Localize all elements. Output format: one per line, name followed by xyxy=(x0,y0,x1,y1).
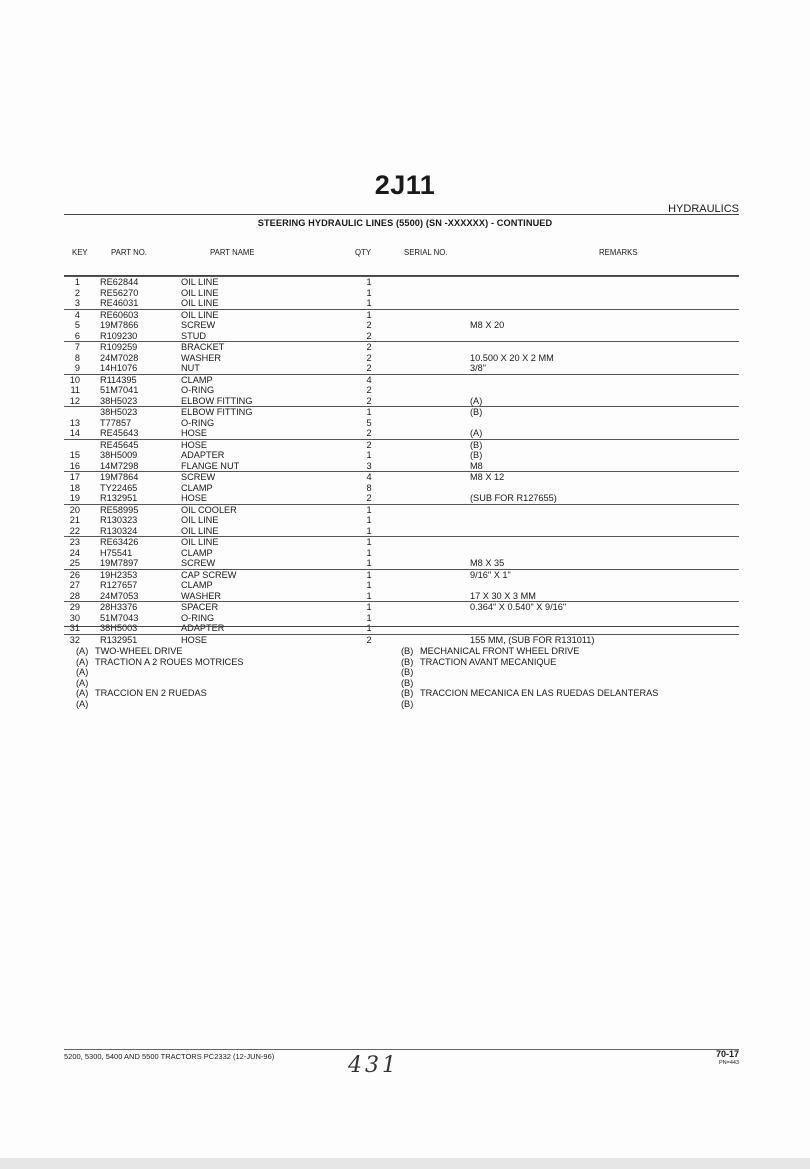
part-name-cell: WASHER xyxy=(181,590,221,601)
part-number-cell: 38H5003 xyxy=(100,623,138,633)
table-row xyxy=(64,591,739,602)
footnote-text: TRACTION AVANT MECANIQUE xyxy=(420,656,557,667)
remarks-cell: 155 MM, (SUB FOR R131011) xyxy=(470,634,595,645)
key-cell: 24 xyxy=(69,547,80,558)
qty-cell: 2 xyxy=(366,385,372,395)
key-cell: 14 xyxy=(69,428,80,438)
key-cell: 16 xyxy=(69,460,80,471)
footnote xyxy=(401,688,658,699)
part-name-cell: ADAPTER xyxy=(181,450,225,460)
top-rule xyxy=(64,214,739,215)
part-number-cell: TY22465 xyxy=(100,482,138,493)
footnote-text: TRACCION EN 2 RUEDAS xyxy=(95,688,207,699)
header-remarks: REMARKS xyxy=(599,248,638,257)
footnote xyxy=(401,678,658,689)
part-name-cell: OIL LINE xyxy=(181,277,219,287)
key-cell: 22 xyxy=(69,525,80,536)
key-cell: 13 xyxy=(69,417,80,428)
qty-cell: 4 xyxy=(366,374,372,385)
footnote-label: (B) xyxy=(401,677,414,688)
table-row xyxy=(64,623,739,634)
key-cell: 28 xyxy=(69,590,80,601)
part-number-cell: R109259 xyxy=(100,342,138,352)
footnote-label: (A) xyxy=(76,688,89,699)
footnote-label: (B) xyxy=(401,698,414,709)
table-row xyxy=(64,471,739,483)
key-cell: 6 xyxy=(74,330,80,341)
key-cell: 10 xyxy=(69,374,80,385)
part-name-cell: ELBOW FITTING xyxy=(181,395,253,406)
table-row xyxy=(64,374,739,386)
header-qty: QTY xyxy=(355,248,372,257)
part-number-cell: 14H1076 xyxy=(100,363,138,373)
part-name-cell: O-RING xyxy=(181,612,215,623)
qty-cell: 8 xyxy=(366,482,372,493)
footnote xyxy=(76,657,244,668)
key-cell: 17 xyxy=(69,472,80,482)
part-name-cell: CLAMP xyxy=(181,547,213,558)
part-name-cell: OIL LINE xyxy=(181,525,219,536)
publication-info: 5200, 5300, 5400 AND 5500 TRACTORS PC2332 (12-JUN-96) xyxy=(64,1052,275,1061)
table-row xyxy=(64,396,739,407)
part-name-cell: O-RING xyxy=(181,417,215,428)
part-name-cell: CLAMP xyxy=(181,374,213,385)
key-cell: 30 xyxy=(69,612,80,623)
table-row xyxy=(64,483,739,494)
table-row xyxy=(64,548,739,559)
part-name-cell: ELBOW FITTING xyxy=(181,407,253,417)
qty-cell: 1 xyxy=(366,623,372,633)
footnote xyxy=(401,657,658,668)
qty-cell: 1 xyxy=(366,504,372,515)
qty-cell: 2 xyxy=(366,395,372,406)
footnote-text: TRACCION MECANICA EN LAS RUEDAS DELANTERAS xyxy=(420,688,659,699)
part-name-cell: OIL LINE xyxy=(181,515,219,525)
remarks-cell: 10.500 X 20 X 2 MM xyxy=(470,352,554,363)
key-cell: 29 xyxy=(69,602,80,612)
footnote-text: MECHANICAL FRONT WHEEL DRIVE xyxy=(420,646,580,656)
remarks-cell: M8 X 20 xyxy=(470,320,505,330)
part-number-cell: 24M7053 xyxy=(100,590,139,601)
footnote xyxy=(76,667,244,678)
table-row xyxy=(64,613,739,624)
table-row xyxy=(64,428,739,439)
part-number-cell: 28H3376 xyxy=(100,602,138,612)
table-end-rule xyxy=(64,626,739,627)
qty-cell: 3 xyxy=(366,460,372,471)
qty-cell: 1 xyxy=(366,590,372,601)
part-name-cell: SCREW xyxy=(181,320,216,330)
footnote-label: (A) xyxy=(76,646,89,656)
footnote-label: (B) xyxy=(401,646,414,656)
part-number-cell: 19H2353 xyxy=(100,569,138,580)
table-row xyxy=(64,526,739,537)
footnote-label: (A) xyxy=(76,677,89,688)
part-number-cell: T77857 xyxy=(100,417,132,428)
qty-cell: 1 xyxy=(366,298,372,308)
part-name-cell: STUD xyxy=(181,330,207,341)
footnote xyxy=(401,646,658,657)
qty-cell: 1 xyxy=(366,525,372,536)
qty-cell: 4 xyxy=(366,472,372,482)
part-name-cell: CLAMP xyxy=(181,580,213,590)
key-cell: 3 xyxy=(74,298,80,308)
qty-cell: 1 xyxy=(366,558,372,568)
part-name-cell: HOSE xyxy=(181,634,208,645)
qty-cell: 1 xyxy=(366,547,372,558)
part-name-cell: CAP SCREW xyxy=(181,569,237,580)
parts-table xyxy=(64,276,739,645)
table-row xyxy=(64,418,739,429)
part-number-cell: R130323 xyxy=(100,515,138,525)
footnote xyxy=(76,688,244,699)
part-number-cell: RE60603 xyxy=(100,309,139,320)
table-row xyxy=(64,493,739,504)
key-cell: 5 xyxy=(74,320,80,330)
qty-cell: 5 xyxy=(366,417,372,428)
header-part-no: PART NO. xyxy=(111,248,147,257)
table-row xyxy=(64,634,739,646)
qty-cell: 2 xyxy=(366,363,372,373)
table-row xyxy=(64,439,739,451)
part-name-cell: HOSE xyxy=(181,428,208,438)
remarks-cell: 3/8" xyxy=(470,363,487,373)
qty-cell: 1 xyxy=(366,602,372,612)
remarks-cell: 17 X 30 X 3 MM xyxy=(470,590,536,601)
part-number-cell: RE58995 xyxy=(100,504,139,515)
table-row xyxy=(64,450,739,461)
qty-cell: 2 xyxy=(366,428,372,438)
part-name-cell: FLANGE NUT xyxy=(181,460,240,471)
qty-cell: 1 xyxy=(366,515,372,525)
table-row xyxy=(64,309,739,321)
qty-cell: 1 xyxy=(366,277,372,287)
part-name-cell: CLAMP xyxy=(181,482,213,493)
qty-cell: 1 xyxy=(366,407,372,417)
table-row xyxy=(64,406,739,418)
part-number-cell: 38H5009 xyxy=(100,450,138,460)
header-key: KEY xyxy=(72,248,88,257)
part-number-cell: R127657 xyxy=(100,580,138,590)
part-number-cell: 38H5023 xyxy=(100,395,138,406)
part-name-cell: BRACKET xyxy=(181,342,225,352)
part-number-cell: RE56270 xyxy=(100,287,139,298)
qty-cell: 2 xyxy=(366,439,372,450)
footnote-text: TRACTION A 2 ROUES MOTRICES xyxy=(95,656,244,667)
part-name-cell: OIL LINE xyxy=(181,309,219,320)
part-number-cell: R130324 xyxy=(100,525,138,536)
part-name-cell: SCREW xyxy=(181,472,216,482)
table-row xyxy=(64,353,739,364)
part-number-cell: H75541 xyxy=(100,547,133,558)
table-row xyxy=(64,536,739,548)
key-cell: 8 xyxy=(74,352,80,363)
header-serial-no: SERIAL NO. xyxy=(404,248,448,257)
footnote xyxy=(401,699,658,710)
table-row xyxy=(64,298,739,309)
key-cell: 18 xyxy=(69,482,80,493)
footnote-label: (B) xyxy=(401,667,414,678)
part-number-cell: R114395 xyxy=(100,374,137,385)
remarks-cell: 0.364" X 0.540" X 9/16" xyxy=(470,602,567,612)
key-cell: 2 xyxy=(74,287,80,298)
remarks-cell: (A) xyxy=(470,428,483,438)
qty-cell: 2 xyxy=(366,493,372,503)
table-row xyxy=(64,601,739,613)
part-name-cell: HOSE xyxy=(181,439,208,450)
part-number-cell: 51M7041 xyxy=(100,385,139,395)
key-cell: 1 xyxy=(74,277,80,287)
key-cell: 20 xyxy=(69,504,80,515)
footnote xyxy=(76,646,244,657)
key-cell: 25 xyxy=(69,558,80,568)
key-cell: 31 xyxy=(69,623,80,633)
part-number-cell: 19M7866 xyxy=(100,320,139,330)
footnote-label: (A) xyxy=(76,667,89,678)
qty-cell: 1 xyxy=(366,450,372,460)
part-number-cell: R132951 xyxy=(100,493,138,503)
qty-cell: 1 xyxy=(366,309,372,320)
footnote-label: (A) xyxy=(76,698,89,709)
key-cell: 21 xyxy=(69,515,80,525)
part-number-cell: RE62844 xyxy=(100,277,139,287)
handwritten-page-number: 431 xyxy=(348,1053,399,1078)
part-name-cell: NUT xyxy=(181,363,200,373)
key-cell: 15 xyxy=(69,450,80,460)
qty-cell: 2 xyxy=(366,320,372,330)
part-number-cell: R109230 xyxy=(100,330,138,341)
footnote-label: (B) xyxy=(401,688,414,699)
part-name-cell: OIL LINE xyxy=(181,298,219,308)
remarks-cell: (A) xyxy=(470,395,483,406)
key-cell: 23 xyxy=(69,537,80,547)
qty-cell: 1 xyxy=(366,580,372,590)
part-number-cell: 19M7897 xyxy=(100,558,139,568)
part-number-cell: 51M7043 xyxy=(100,612,139,623)
part-number-cell: 14M7298 xyxy=(100,460,139,471)
qty-cell: 1 xyxy=(366,569,372,580)
part-number-cell: 19M7864 xyxy=(100,472,139,482)
table-row xyxy=(64,320,739,331)
pn-number: PN=443 xyxy=(718,1060,739,1066)
remarks-cell: 9/16" X 1" xyxy=(470,569,511,580)
qty-cell: 1 xyxy=(366,612,372,623)
part-number-cell: RE45643 xyxy=(100,428,139,438)
key-cell: 19 xyxy=(69,493,80,503)
footnote-label: (B) xyxy=(401,656,414,667)
table-row xyxy=(64,363,739,374)
part-number-cell: R132951 xyxy=(100,634,138,645)
key-cell: 4 xyxy=(74,309,80,320)
footnote-label: (A) xyxy=(76,656,89,667)
remarks-cell: (B) xyxy=(470,439,483,450)
page-number: 70-17 xyxy=(715,1049,739,1059)
key-cell: 26 xyxy=(69,569,80,580)
page-code: 2J11 xyxy=(374,170,436,200)
key-cell: 12 xyxy=(69,395,80,406)
remarks-cell: M8 X 12 xyxy=(470,472,505,482)
table-row xyxy=(64,461,739,472)
section-title: HYDRAULICS xyxy=(668,203,739,215)
qty-cell: 2 xyxy=(366,342,372,352)
header-part-name: PART NAME xyxy=(210,248,255,257)
remarks-cell: (B) xyxy=(470,450,483,460)
footnote-text: TWO-WHEEL DRIVE xyxy=(95,646,183,656)
footnotes-left xyxy=(76,646,244,710)
table-row xyxy=(64,331,739,342)
part-name-cell: O-RING xyxy=(181,385,215,395)
key-cell: 11 xyxy=(70,385,80,395)
table-row xyxy=(64,385,739,396)
part-number-cell: 24M7028 xyxy=(100,352,139,363)
key-cell: 9 xyxy=(74,363,80,373)
qty-cell: 1 xyxy=(366,537,372,547)
part-name-cell: HOSE xyxy=(181,493,208,503)
part-number-cell: 38H5023 xyxy=(100,407,138,417)
part-name-cell: SCREW xyxy=(181,558,216,568)
part-number-cell: RE46031 xyxy=(100,298,139,308)
table-row xyxy=(64,515,739,526)
footnotes-right xyxy=(401,646,658,710)
qty-cell: 1 xyxy=(366,287,372,298)
qty-cell: 2 xyxy=(366,352,372,363)
remarks-cell: M8 xyxy=(470,460,483,471)
qty-cell: 2 xyxy=(366,330,372,341)
footnote xyxy=(76,678,244,689)
key-cell: 7 xyxy=(74,342,80,352)
footer-rule xyxy=(64,1049,739,1050)
qty-cell: 2 xyxy=(366,634,372,645)
table-row xyxy=(64,276,739,288)
part-number-cell: RE45645 xyxy=(100,439,139,450)
key-cell: 32 xyxy=(69,634,80,645)
part-name-cell: ADAPTER xyxy=(181,623,225,633)
part-name-cell: SPACER xyxy=(181,602,219,612)
part-name-cell: WASHER xyxy=(181,352,221,363)
remarks-cell: (B) xyxy=(470,407,483,417)
footnote xyxy=(401,667,658,678)
remarks-cell: M8 X 35 xyxy=(470,558,505,568)
key-cell: 27 xyxy=(69,580,80,590)
part-name-cell: OIL COOLER xyxy=(181,504,237,515)
group-subtitle: STEERING HYDRAULIC LINES (5500) (SN -XXXXXX) - CONTINUED xyxy=(257,218,553,228)
table-row xyxy=(64,504,739,516)
scan-edge xyxy=(0,1158,810,1169)
table-row xyxy=(64,341,739,353)
table-row xyxy=(64,288,739,299)
table-row xyxy=(64,569,739,581)
table-row xyxy=(64,580,739,591)
part-number-cell: RE63426 xyxy=(100,537,139,547)
table-row xyxy=(64,558,739,569)
part-name-cell: OIL LINE xyxy=(181,537,219,547)
remarks-cell: (SUB FOR R127655) xyxy=(470,493,557,503)
footnote xyxy=(76,699,244,710)
part-name-cell: OIL LINE xyxy=(181,287,219,298)
